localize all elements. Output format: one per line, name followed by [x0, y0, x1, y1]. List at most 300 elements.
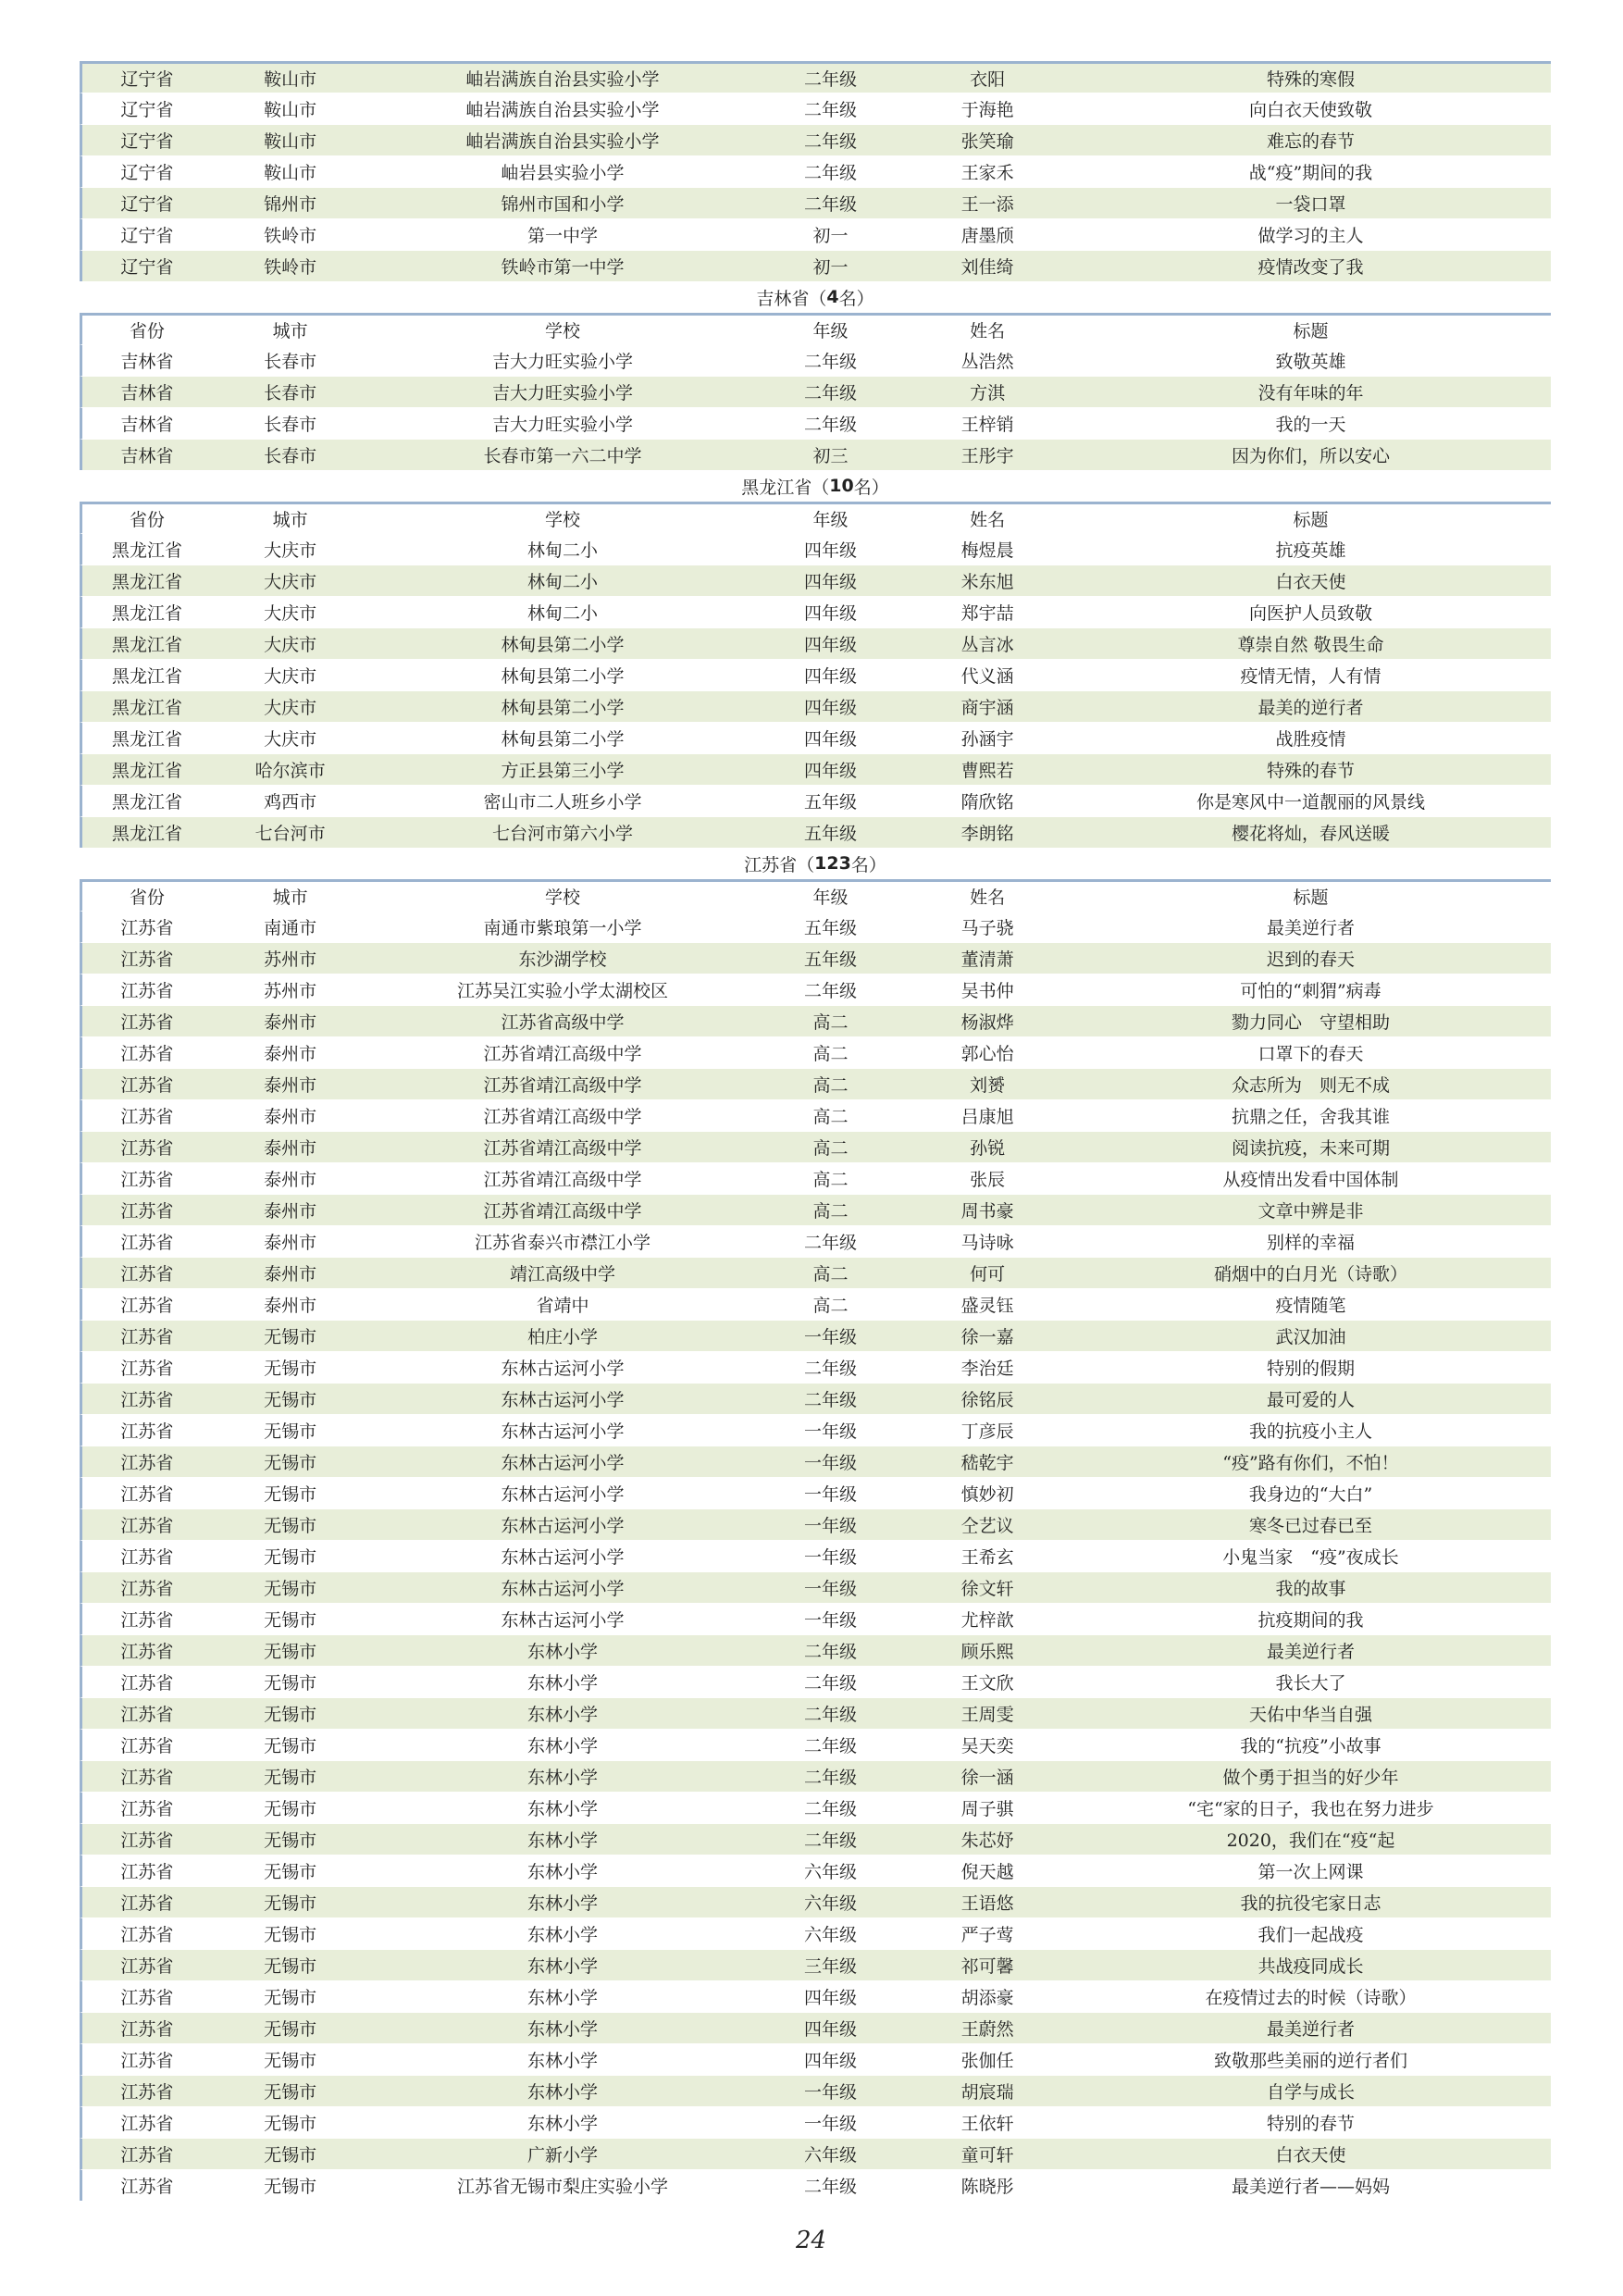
name-cell: 衣阳 — [970, 69, 1006, 90]
title-cell: 抗疫英雄 — [1275, 540, 1346, 561]
city-cell: 铁岭市 — [264, 226, 317, 246]
province-cell: 江苏省 — [120, 1925, 174, 1945]
name-cell: 徐文轩 — [960, 1579, 1014, 1599]
table-row — [80, 1036, 1551, 1068]
title-cell: 你是寒风中一道靓丽的风景线 — [1196, 792, 1425, 813]
title-cell: 我的一天 — [1275, 415, 1346, 435]
title-cell: 樱花将灿，春风送暖 — [1231, 824, 1390, 844]
school-cell: 东林小学 — [527, 1925, 599, 1945]
city-cell: 苏州市 — [264, 949, 317, 970]
title-cell: 难忘的春节 — [1266, 131, 1355, 152]
title-cell: 特别的春节 — [1266, 2114, 1355, 2134]
title-cell: 迟到的春天 — [1266, 949, 1355, 970]
title-cell: 抗疫期间的我 — [1258, 1610, 1364, 1631]
name-cell: 顾乐熙 — [960, 1642, 1014, 1662]
city-cell: 无锡市 — [264, 1484, 317, 1505]
school-cell: 林甸二小 — [527, 572, 599, 592]
grade-cell: 二年级 — [803, 383, 857, 403]
school-cell: 吉大力旺实验小学 — [492, 415, 634, 435]
name-cell: 隋欣铭 — [960, 792, 1014, 813]
name-cell: 郭心怡 — [960, 1044, 1014, 1064]
school-cell: 吉大力旺实验小学 — [492, 352, 634, 372]
province-cell: 江苏省 — [120, 1768, 174, 1788]
title-cell: 小鬼当家 “疫”夜成长 — [1222, 1547, 1399, 1568]
school-cell: 东林小学 — [527, 1705, 599, 1725]
school-cell: 东林古运河小学 — [501, 1579, 625, 1599]
grade-cell: 二年级 — [803, 1736, 857, 1756]
name-cell: 王依轩 — [960, 2114, 1014, 2134]
city-cell: 无锡市 — [264, 1327, 317, 1347]
city-cell: 城市 — [272, 510, 308, 530]
city-cell: 大庆市 — [264, 572, 317, 592]
table-row — [80, 1225, 1551, 1257]
school-cell: 东林古运河小学 — [501, 1610, 625, 1631]
province-cell: 辽宁省 — [120, 226, 174, 246]
table-row — [80, 2043, 1551, 2075]
grade-cell: 年级 — [812, 321, 849, 341]
city-cell: 长春市 — [264, 446, 317, 466]
title-cell: 我长大了 — [1275, 1673, 1346, 1694]
city-cell: 无锡市 — [264, 1831, 317, 1851]
province-cell: 辽宁省 — [120, 69, 174, 90]
city-cell: 无锡市 — [264, 2177, 317, 2197]
title-cell: 从疫情出发看中国体制 — [1222, 1170, 1399, 1190]
school-cell: 东林小学 — [527, 1768, 599, 1788]
province-cell: 江苏省 — [120, 2051, 174, 2071]
province-cell: 辽宁省 — [120, 131, 174, 152]
name-cell: 吴书仲 — [960, 981, 1014, 1001]
title-cell: 最美的逆行者 — [1258, 698, 1364, 718]
page-number: 24 — [796, 2227, 827, 2254]
province-cell: 吉林省 — [120, 352, 174, 372]
table-row — [80, 155, 1551, 187]
grade-cell: 四年级 — [803, 666, 857, 687]
name-cell: 方淇 — [970, 383, 1006, 403]
title-cell: 阅读抗疫，未来可期 — [1231, 1138, 1390, 1159]
province-cell: 江苏省 — [120, 1390, 174, 1410]
grade-cell: 四年级 — [803, 698, 857, 718]
table-row — [80, 376, 1551, 407]
table-row — [80, 1855, 1551, 1886]
city-cell: 苏州市 — [264, 981, 317, 1001]
table-row — [80, 218, 1551, 250]
school-cell: 广新小学 — [527, 2145, 599, 2166]
table-row — [80, 1697, 1551, 1729]
province-cell: 江苏省 — [120, 1201, 174, 1222]
province-cell: 江苏省 — [120, 1547, 174, 1568]
section-count: 123 — [814, 853, 851, 874]
city-cell: 无锡市 — [264, 1988, 317, 2008]
school-cell: 江苏省无锡市梨庄实验小学 — [457, 2177, 669, 2197]
school-cell: 江苏吴江实验小学太湖校区 — [457, 981, 669, 1001]
province-cell: 江苏省 — [120, 2082, 174, 2103]
school-cell: 林甸县第二小学 — [501, 729, 625, 750]
title-cell: 硝烟中的白月光（诗歌） — [1213, 1264, 1407, 1285]
title-cell: 众志所为 则无不成 — [1231, 1075, 1390, 1096]
title-cell: 武汉加油 — [1275, 1327, 1346, 1347]
name-cell: 刘赟 — [970, 1075, 1006, 1096]
name-cell: 陈晓彤 — [960, 2177, 1014, 2197]
table-row — [80, 974, 1551, 1005]
grade-cell: 二年级 — [803, 2177, 857, 2197]
table-row — [80, 1634, 1551, 1666]
table-row — [80, 1980, 1551, 2012]
city-cell: 无锡市 — [264, 1516, 317, 1536]
province-cell: 辽宁省 — [120, 100, 174, 120]
school-cell: 东林小学 — [527, 1673, 599, 1694]
city-cell: 无锡市 — [264, 1421, 317, 1442]
province-cell: 黑龙江省 — [111, 824, 182, 844]
grade-cell: 一年级 — [803, 1453, 857, 1473]
grade-cell: 一年级 — [803, 1516, 857, 1536]
grade-cell: 一年级 — [803, 1610, 857, 1631]
school-cell: 东林小学 — [527, 1988, 599, 2008]
province-cell: 江苏省 — [120, 1421, 174, 1442]
grade-cell: 初三 — [812, 446, 849, 466]
table-header — [80, 313, 1551, 344]
grade-cell: 二年级 — [803, 1768, 857, 1788]
school-cell: 岫岩满族自治县实验小学 — [465, 100, 660, 120]
province-cell: 江苏省 — [120, 981, 174, 1001]
school-cell: 东林小学 — [527, 2019, 599, 2040]
name-cell: 王文欣 — [960, 1673, 1014, 1694]
school-cell: 东林古运河小学 — [501, 1516, 625, 1536]
grade-cell: 五年级 — [803, 949, 857, 970]
name-cell: 王一添 — [960, 194, 1014, 215]
grade-cell: 一年级 — [803, 2082, 857, 2103]
table-row — [80, 785, 1551, 816]
city-cell: 无锡市 — [264, 1705, 317, 1725]
title-cell: 最美逆行者——妈妈 — [1231, 2177, 1390, 2197]
table-row — [80, 1666, 1551, 1697]
province-cell: 黑龙江省 — [111, 603, 182, 624]
school-cell: 岫岩县实验小学 — [501, 163, 625, 183]
province-cell: 黑龙江省 — [111, 761, 182, 781]
grade-cell: 高二 — [812, 1075, 849, 1096]
name-cell: 刘佳绮 — [960, 257, 1014, 278]
title-cell: 标题 — [1293, 510, 1329, 530]
name-cell: 盛灵钰 — [960, 1296, 1014, 1316]
province-cell: 黑龙江省 — [111, 729, 182, 750]
province-cell: 省份 — [129, 510, 165, 530]
title-cell: 致敬英雄 — [1275, 352, 1346, 372]
province-cell: 黑龙江省 — [111, 540, 182, 561]
table-row — [80, 1540, 1551, 1571]
title-cell: 抗鼎之任，舍我其谁 — [1231, 1107, 1390, 1127]
city-cell: 大庆市 — [264, 540, 317, 561]
province-cell: 江苏省 — [120, 1831, 174, 1851]
table-row — [80, 250, 1551, 281]
province-cell: 江苏省 — [120, 1736, 174, 1756]
table-row — [80, 565, 1551, 596]
grade-cell: 一年级 — [803, 1579, 857, 1599]
name-cell: 张笑瑜 — [960, 131, 1014, 152]
province-cell: 辽宁省 — [120, 194, 174, 215]
grade-cell: 初一 — [812, 226, 849, 246]
name-cell: 米东旭 — [960, 572, 1014, 592]
grade-cell: 二年级 — [803, 69, 857, 90]
province-cell: 江苏省 — [120, 1327, 174, 1347]
name-cell: 王彤宇 — [960, 446, 1014, 466]
province-cell: 江苏省 — [120, 1799, 174, 1819]
title-cell: 向白衣天使致敬 — [1248, 100, 1372, 120]
title-cell: 没有年味的年 — [1258, 383, 1364, 403]
grade-cell: 高二 — [812, 1107, 849, 1127]
title-cell: 特殊的春节 — [1266, 761, 1355, 781]
school-cell: 林甸县第二小学 — [501, 635, 625, 655]
grade-cell: 二年级 — [803, 415, 857, 435]
school-cell: 东林小学 — [527, 1736, 599, 1756]
title-cell: “宅“家的日子，我也在努力进步 — [1187, 1799, 1434, 1819]
table-row — [80, 344, 1551, 376]
title-cell: 尊崇自然 敬畏生命 — [1237, 635, 1384, 655]
title-cell: 向医护人员致敬 — [1248, 603, 1372, 624]
name-cell: 董清萧 — [960, 949, 1014, 970]
school-cell: 岫岩满族自治县实验小学 — [465, 69, 660, 90]
school-cell: 方正县第三小学 — [501, 761, 625, 781]
city-cell: 泰州市 — [264, 1138, 317, 1159]
school-cell: 柏庄小学 — [527, 1327, 599, 1347]
city-cell: 城市 — [272, 887, 308, 908]
grade-cell: 二年级 — [803, 1673, 857, 1694]
title-cell: 标题 — [1293, 321, 1329, 341]
grade-cell: 二年级 — [803, 194, 857, 215]
city-cell: 城市 — [272, 321, 308, 341]
city-cell: 无锡市 — [264, 1956, 317, 1977]
city-cell: 泰州市 — [264, 1233, 317, 1253]
city-cell: 长春市 — [264, 383, 317, 403]
school-cell: 第一中学 — [527, 226, 599, 246]
title-cell: 别样的幸福 — [1266, 1233, 1355, 1253]
name-cell: 梅煜晨 — [960, 540, 1014, 561]
title-cell: 最美逆行者 — [1266, 2019, 1355, 2040]
name-cell: 商宇涵 — [960, 698, 1014, 718]
province-cell: 江苏省 — [120, 1862, 174, 1882]
city-cell: 大庆市 — [264, 635, 317, 655]
school-cell: 东林古运河小学 — [501, 1547, 625, 1568]
school-cell: 东林小学 — [527, 1862, 599, 1882]
province-cell: 江苏省 — [120, 949, 174, 970]
school-cell: 学校 — [545, 510, 581, 530]
city-cell: 无锡市 — [264, 1893, 317, 1914]
table-row — [80, 2138, 1551, 2169]
name-cell: 何可 — [970, 1264, 1006, 1285]
name-cell: 李治廷 — [960, 1359, 1014, 1379]
province-cell: 江苏省 — [120, 1044, 174, 1064]
grade-cell: 初一 — [812, 257, 849, 278]
name-cell: 童可轩 — [960, 2145, 1014, 2166]
city-cell: 泰州市 — [264, 1075, 317, 1096]
table-row — [80, 61, 1551, 93]
school-cell: 东林古运河小学 — [501, 1453, 625, 1473]
province-cell: 江苏省 — [120, 918, 174, 938]
grade-cell: 二年级 — [803, 1390, 857, 1410]
name-cell: 慎妙初 — [960, 1484, 1014, 1505]
city-cell: 铁岭市 — [264, 257, 317, 278]
table-row — [80, 187, 1551, 218]
grade-cell: 二年级 — [803, 1705, 857, 1725]
school-cell: 东林古运河小学 — [501, 1484, 625, 1505]
name-cell: 徐铭辰 — [960, 1390, 1014, 1410]
city-cell: 无锡市 — [264, 1390, 317, 1410]
grade-cell: 四年级 — [803, 635, 857, 655]
table-row — [80, 93, 1551, 124]
school-cell: 东林小学 — [527, 1642, 599, 1662]
school-cell: 东林小学 — [527, 1893, 599, 1914]
table-row — [80, 1351, 1551, 1383]
grade-cell: 一年级 — [803, 1421, 857, 1442]
school-cell: 靖江高级中学 — [510, 1264, 616, 1285]
school-cell: 密山市二人班乡小学 — [483, 792, 642, 813]
table-row — [80, 1288, 1551, 1320]
title-cell: 疫情改变了我 — [1258, 257, 1364, 278]
province-cell: 江苏省 — [120, 1107, 174, 1127]
title-cell: 疫情无情，人有情 — [1240, 666, 1381, 687]
province-cell: 江苏省 — [120, 1264, 174, 1285]
city-cell: 大庆市 — [264, 666, 317, 687]
name-cell: 丁彦辰 — [960, 1421, 1014, 1442]
table-row — [80, 1760, 1551, 1792]
grade-cell: 四年级 — [803, 1988, 857, 2008]
table-row — [80, 533, 1551, 565]
table-row — [80, 1320, 1551, 1351]
grade-cell: 六年级 — [803, 2145, 857, 2166]
school-cell: 东林小学 — [527, 2114, 599, 2134]
table-row — [80, 1949, 1551, 1980]
grade-cell: 二年级 — [803, 100, 857, 120]
city-cell: 无锡市 — [264, 2114, 317, 2134]
school-cell: 东林古运河小学 — [501, 1359, 625, 1379]
grade-cell: 二年级 — [803, 1831, 857, 1851]
city-cell: 泰州市 — [264, 1044, 317, 1064]
city-cell: 无锡市 — [264, 2051, 317, 2071]
province-cell: 黑龙江省 — [111, 635, 182, 655]
province-cell: 江苏省 — [120, 1610, 174, 1631]
school-cell: 江苏省靖江高级中学 — [483, 1201, 642, 1222]
city-cell: 哈尔滨市 — [254, 761, 326, 781]
grade-cell: 五年级 — [803, 824, 857, 844]
table-row — [80, 2169, 1551, 2201]
table-row — [80, 911, 1551, 942]
grade-cell: 一年级 — [803, 1484, 857, 1505]
title-cell: 做个勇于担当的好少年 — [1222, 1768, 1399, 1788]
title-cell: 共战疫同成长 — [1258, 1956, 1364, 1977]
table-row — [80, 1162, 1551, 1194]
name-cell: 徐一涵 — [960, 1768, 1014, 1788]
table-row — [80, 124, 1551, 155]
name-cell: 王周雯 — [960, 1705, 1014, 1725]
section-count: 10 — [829, 476, 854, 496]
title-cell: 战“疫”期间的我 — [1248, 163, 1373, 183]
city-cell: 无锡市 — [264, 2082, 317, 2103]
title-cell: 特别的假期 — [1266, 1359, 1355, 1379]
title-cell: “疫”路有你们，不怕！ — [1222, 1453, 1399, 1473]
grade-cell: 高二 — [812, 1138, 849, 1159]
title-cell: 我的“抗疫”小故事 — [1240, 1736, 1381, 1756]
city-cell: 泰州市 — [264, 1170, 317, 1190]
title-cell: 最可爱的人 — [1266, 1390, 1355, 1410]
grade-cell: 一年级 — [803, 1327, 857, 1347]
school-cell: 林甸二小 — [527, 603, 599, 624]
name-cell: 尤梓歆 — [960, 1610, 1014, 1631]
name-cell: 王蔚然 — [960, 2019, 1014, 2040]
school-cell: 省靖中 — [536, 1296, 589, 1316]
title-cell: 白衣天使 — [1275, 572, 1346, 592]
province-cell: 江苏省 — [120, 1296, 174, 1316]
name-cell: 王梓销 — [960, 415, 1014, 435]
school-cell: 南通市紫琅第一小学 — [483, 918, 642, 938]
table-row — [80, 1194, 1551, 1225]
grade-cell: 六年级 — [803, 1925, 857, 1945]
grade-cell: 四年级 — [803, 603, 857, 624]
city-cell: 泰州市 — [264, 1201, 317, 1222]
school-cell: 江苏省靖江高级中学 — [483, 1170, 642, 1190]
table-row — [80, 1414, 1551, 1446]
city-cell: 鞍山市 — [264, 131, 317, 152]
city-cell: 七台河市 — [254, 824, 326, 844]
table-row — [80, 1068, 1551, 1099]
title-cell: 做学习的主人 — [1258, 226, 1364, 246]
province-cell: 省份 — [129, 887, 165, 908]
school-cell: 锦州市国和小学 — [501, 194, 625, 215]
title-cell: 勠力同心 守望相助 — [1231, 1012, 1390, 1033]
province-cell: 江苏省 — [120, 1642, 174, 1662]
table-row — [80, 1886, 1551, 1917]
table-row — [80, 1917, 1551, 1949]
city-cell: 无锡市 — [264, 1862, 317, 1882]
section-title: 江苏省（ 123 名） — [80, 848, 1551, 879]
province-cell: 辽宁省 — [120, 163, 174, 183]
grade-cell: 一年级 — [803, 2114, 857, 2134]
table-row — [80, 1792, 1551, 1823]
name-cell: 周子骐 — [960, 1799, 1014, 1819]
school-cell: 江苏省靖江高级中学 — [483, 1044, 642, 1064]
grade-cell: 四年级 — [803, 2051, 857, 2071]
city-cell: 无锡市 — [264, 1925, 317, 1945]
table-row — [80, 596, 1551, 627]
name-cell: 李朗铭 — [960, 824, 1014, 844]
province-cell: 吉林省 — [120, 446, 174, 466]
city-cell: 无锡市 — [264, 1642, 317, 1662]
table-row — [80, 816, 1551, 848]
title-cell: 我身边的“大白” — [1248, 1484, 1373, 1505]
grade-cell: 五年级 — [803, 918, 857, 938]
title-cell: 文章中辨是非 — [1258, 1201, 1364, 1222]
grade-cell: 高二 — [812, 1264, 849, 1285]
name-cell: 吴天奕 — [960, 1736, 1014, 1756]
name-cell: 马子骁 — [960, 918, 1014, 938]
province-cell: 江苏省 — [120, 2145, 174, 2166]
school-cell: 江苏省泰兴市襟江小学 — [475, 1233, 651, 1253]
table-row — [80, 1508, 1551, 1540]
city-cell: 泰州市 — [264, 1264, 317, 1285]
name-cell: 周书豪 — [960, 1201, 1014, 1222]
province-cell: 黑龙江省 — [111, 572, 182, 592]
school-cell: 东林古运河小学 — [501, 1390, 625, 1410]
city-cell: 大庆市 — [264, 729, 317, 750]
table-row — [80, 942, 1551, 974]
school-cell: 学校 — [545, 887, 581, 908]
school-cell: 东林小学 — [527, 1799, 599, 1819]
title-cell: 第一次上网课 — [1258, 1862, 1364, 1882]
name-cell: 徐一嘉 — [960, 1327, 1014, 1347]
title-cell: 白衣天使 — [1275, 2145, 1346, 2166]
province-cell: 江苏省 — [120, 1705, 174, 1725]
grade-cell: 四年级 — [803, 761, 857, 781]
table-row — [80, 1823, 1551, 1855]
grade-cell: 二年级 — [803, 131, 857, 152]
table-row — [80, 1603, 1551, 1634]
